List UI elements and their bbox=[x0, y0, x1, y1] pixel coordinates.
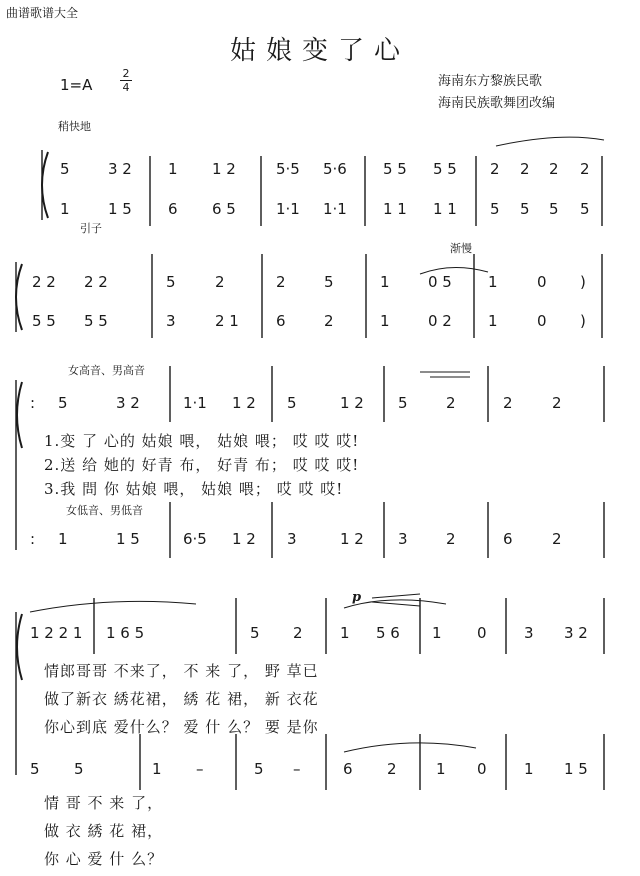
lyric-lower-1: 情 哥 不 来 了， bbox=[44, 794, 164, 812]
note-s3-upper-6: 1 2 bbox=[340, 394, 364, 412]
note-s1-upper-11: 2 bbox=[580, 160, 590, 178]
note-s3-lower-4: 1 2 bbox=[232, 530, 256, 548]
note-s2-upper-5: 5 bbox=[324, 273, 334, 291]
note-s4-upper-2: 5 bbox=[250, 624, 260, 642]
note-s3-upper-4: 1 2 bbox=[232, 394, 256, 412]
song-title: 姑娘变了心 bbox=[229, 36, 410, 66]
note-s4-lower-8: 1 bbox=[436, 760, 446, 778]
note-s2-upper-2: 5 bbox=[166, 273, 176, 291]
credit-origin: 海南东方黎族民歌 bbox=[438, 74, 543, 89]
note-s2-upper-0: 2 2 bbox=[32, 273, 56, 291]
note-s2-lower-1: 5 5 bbox=[84, 312, 108, 330]
note-s3-lower-0: : bbox=[30, 530, 36, 548]
note-s3-lower-6: 1 2 bbox=[340, 530, 364, 548]
note-s2-lower-6: 1 bbox=[380, 312, 390, 330]
lyric-verse-2: 2.送 给 她的 好青 布， 好青 布； 哎 哎 哎! bbox=[44, 456, 360, 474]
note-s2-upper-4: 2 bbox=[276, 273, 286, 291]
note-s2-lower-7: 0 2 bbox=[428, 312, 452, 330]
note-s2-lower-9: 0 bbox=[537, 312, 547, 330]
note-s1-lower-10: 5 bbox=[549, 200, 559, 218]
note-s2-upper-8: 1 bbox=[488, 273, 498, 291]
lyric-upper-3: 你心到底 爱什么？ 爱 什 么？ 要 是你 bbox=[44, 718, 319, 736]
note-s2-lower-3: 2 1 bbox=[215, 312, 239, 330]
note-s1-lower-0: 1 bbox=[60, 200, 70, 218]
note-s1-upper-1: 3 2 bbox=[108, 160, 132, 178]
lyric-verse-3: 3.我 問 你 姑娘 喂， 姑娘 喂； 哎 哎 哎! bbox=[44, 480, 344, 498]
note-s1-upper-4: 5·5 bbox=[276, 160, 300, 178]
note-s1-upper-0: 5 bbox=[60, 160, 70, 178]
lower-voices-label: 女低音、男低音 bbox=[66, 504, 143, 517]
note-s1-lower-5: 1·1 bbox=[323, 200, 347, 218]
note-s4-upper-0: 1 2 2 1 bbox=[30, 624, 83, 642]
note-s1-upper-6: 5 5 bbox=[383, 160, 407, 178]
note-s3-upper-10: 2 bbox=[552, 394, 562, 412]
site-label: 曲谱歌谱大全 bbox=[6, 6, 79, 20]
note-s4-upper-1: 1 6 5 bbox=[106, 624, 145, 642]
slowing-marking: 渐慢 bbox=[450, 242, 472, 255]
note-s4-upper-8: 3 bbox=[524, 624, 534, 642]
note-s1-upper-9: 2 bbox=[520, 160, 530, 178]
note-s3-lower-3: 6·5 bbox=[183, 530, 207, 548]
note-s3-upper-3: 1·1 bbox=[183, 394, 207, 412]
note-s1-upper-10: 2 bbox=[549, 160, 559, 178]
note-s2-upper-7: 0 5 bbox=[428, 273, 452, 291]
note-s2-upper-1: 2 2 bbox=[84, 273, 108, 291]
note-s1-upper-3: 1 2 bbox=[212, 160, 236, 178]
note-s2-lower-2: 3 bbox=[166, 312, 176, 330]
note-s1-upper-2: 1 bbox=[168, 160, 178, 178]
note-s2-lower-4: 6 bbox=[276, 312, 286, 330]
lyric-upper-1: 情郎哥哥 不来了， 不 来 了， 野 草已 bbox=[44, 662, 319, 680]
note-s4-lower-2: 1 bbox=[152, 760, 162, 778]
meter-bottom: 4 bbox=[122, 81, 130, 94]
note-s4-upper-9: 3 2 bbox=[564, 624, 588, 642]
note-s4-lower-5: – bbox=[293, 760, 301, 778]
note-s2-upper-3: 2 bbox=[215, 273, 225, 291]
lyric-upper-2: 做了新衣 綉花裙， 綉 花 裙， 新 衣花 bbox=[44, 690, 319, 708]
note-s3-lower-5: 3 bbox=[287, 530, 297, 548]
note-s2-upper-6: 1 bbox=[380, 273, 390, 291]
lyric-lower-3: 你 心 爱 什 么？ bbox=[44, 850, 164, 868]
note-s3-upper-1: 5 bbox=[58, 394, 68, 412]
note-s1-lower-8: 5 bbox=[490, 200, 500, 218]
note-s4-lower-3: – bbox=[196, 760, 204, 778]
note-s4-lower-6: 6 bbox=[343, 760, 353, 778]
note-s2-lower-8: 1 bbox=[488, 312, 498, 330]
note-s1-upper-8: 2 bbox=[490, 160, 500, 178]
intro-marking: 引子 bbox=[80, 222, 102, 235]
note-s1-lower-6: 1 1 bbox=[383, 200, 407, 218]
note-s3-upper-8: 2 bbox=[446, 394, 456, 412]
note-s3-lower-1: 1 bbox=[58, 530, 68, 548]
dynamic-marking: p bbox=[352, 590, 362, 605]
note-s2-upper-9: 0 bbox=[537, 273, 547, 291]
note-s1-upper-5: 5·6 bbox=[323, 160, 347, 178]
note-s2-upper-10: ) bbox=[580, 273, 586, 291]
note-s4-lower-1: 5 bbox=[74, 760, 84, 778]
note-s4-upper-5: 5 6 bbox=[376, 624, 400, 642]
credit-arranger: 海南民族歌舞团改编 bbox=[438, 96, 556, 111]
note-s4-lower-0: 5 bbox=[30, 760, 40, 778]
note-s1-upper-7: 5 5 bbox=[433, 160, 457, 178]
note-s2-lower-5: 2 bbox=[324, 312, 334, 330]
note-s1-lower-2: 6 bbox=[168, 200, 178, 218]
lyric-lower-2: 做 衣 綉 花 裙， bbox=[44, 822, 164, 840]
note-s4-upper-7: 0 bbox=[477, 624, 487, 642]
note-s3-lower-9: 6 bbox=[503, 530, 513, 548]
note-s3-lower-7: 3 bbox=[398, 530, 408, 548]
note-s4-lower-4: 5 bbox=[254, 760, 264, 778]
note-s4-upper-4: 1 bbox=[340, 624, 350, 642]
note-s4-lower-9: 0 bbox=[477, 760, 487, 778]
note-s4-upper-3: 2 bbox=[293, 624, 303, 642]
note-s4-lower-11: 1 5 bbox=[564, 760, 588, 778]
note-s1-lower-9: 5 bbox=[520, 200, 530, 218]
note-s1-lower-1: 1 5 bbox=[108, 200, 132, 218]
note-s1-lower-3: 6 5 bbox=[212, 200, 236, 218]
key-signature: 1=A bbox=[60, 76, 93, 94]
note-s1-lower-7: 1 1 bbox=[433, 200, 457, 218]
note-s1-lower-11: 5 bbox=[580, 200, 590, 218]
note-s3-lower-2: 1 5 bbox=[116, 530, 140, 548]
lyric-verse-1: 1.变 了 心的 姑娘 喂， 姑娘 喂； 哎 哎 哎! bbox=[44, 432, 360, 450]
note-s3-upper-0: : bbox=[30, 394, 36, 412]
note-s3-upper-7: 5 bbox=[398, 394, 408, 412]
note-s3-upper-5: 5 bbox=[287, 394, 297, 412]
note-s2-lower-0: 5 5 bbox=[32, 312, 56, 330]
upper-voices-label: 女高音、男高音 bbox=[68, 364, 145, 377]
note-s4-lower-7: 2 bbox=[387, 760, 397, 778]
meter-top: 2 bbox=[122, 67, 130, 80]
note-s4-upper-6: 1 bbox=[432, 624, 442, 642]
note-s2-lower-10: ) bbox=[580, 312, 586, 330]
note-s3-lower-8: 2 bbox=[446, 530, 456, 548]
note-s1-lower-4: 1·1 bbox=[276, 200, 300, 218]
tempo-marking: 稍快地 bbox=[58, 120, 91, 133]
note-s3-upper-2: 3 2 bbox=[116, 394, 140, 412]
note-s3-lower-10: 2 bbox=[552, 530, 562, 548]
note-s4-lower-10: 1 bbox=[524, 760, 534, 778]
note-s3-upper-9: 2 bbox=[503, 394, 513, 412]
